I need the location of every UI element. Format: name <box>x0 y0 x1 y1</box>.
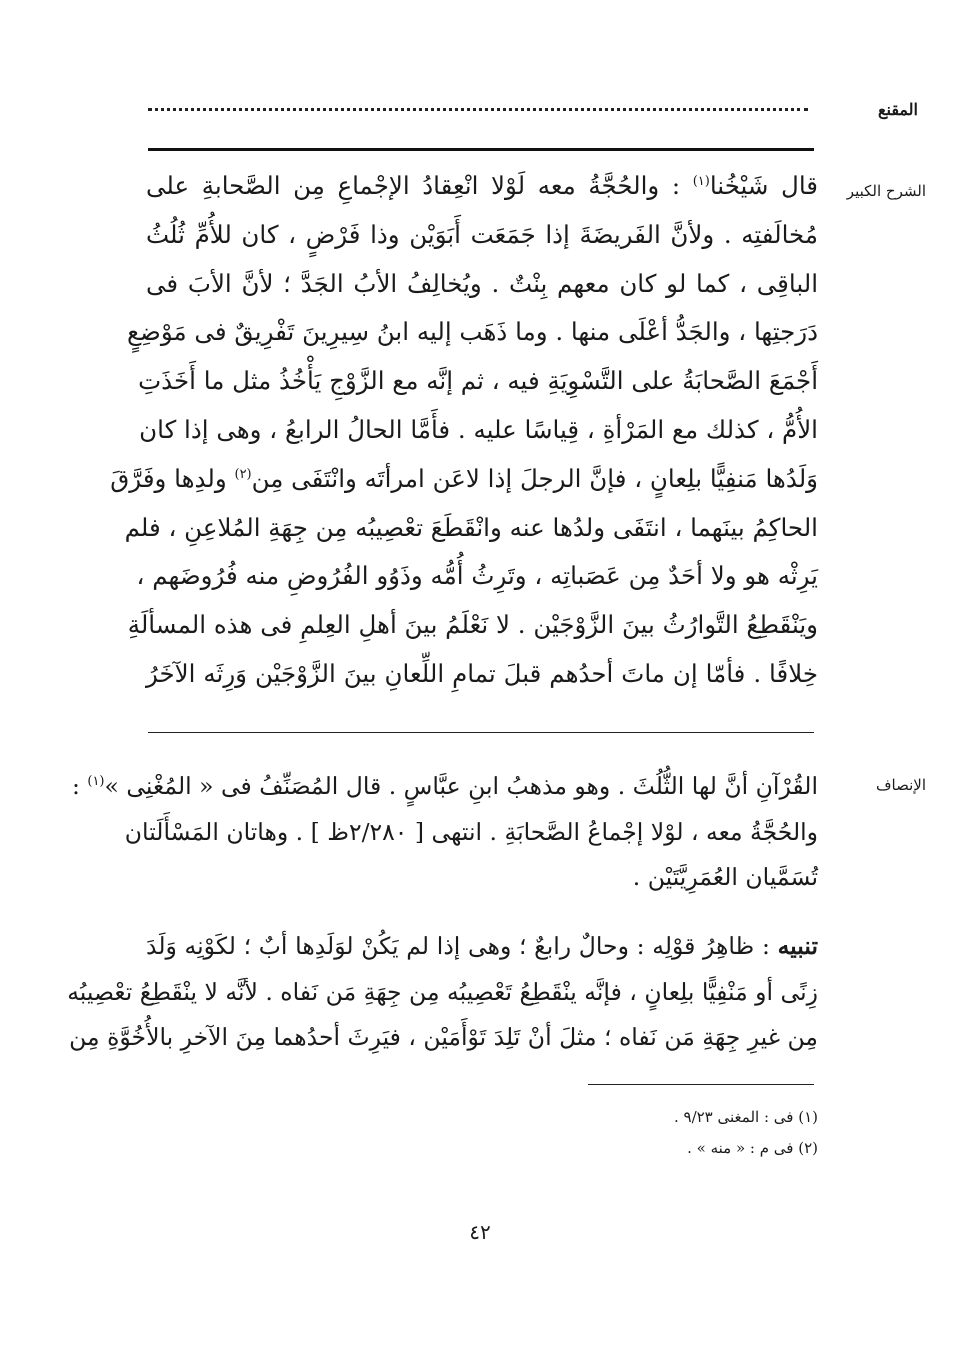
text-line: تنبيه : ظاهِرُ قوْلِه : وحالٌ رابعٌ ؛ وهى إذا لم يَكُنْ لوَلَدِها أبٌ ؛ لكَوْنِه وَلَدَ <box>146 932 818 960</box>
text-line: خِلافًا . فأمّا إن ماتَ أحدُهم قبلَ تمامِ اللِّعانِ بينَ الزَّوْجَيْن وَرِثَه الآخَرُ <box>146 658 818 688</box>
text-line: ويَنْقَطِعُ التَّوارُثُ بينَ الزَّوْجَيْن . لا نَعْلَمُ بينَ أهلِ العِلمِ فى هذه المسألَةِ <box>127 610 818 640</box>
footnote-ref: (٢) <box>234 466 252 482</box>
header-dotted-line <box>148 108 808 111</box>
text-line: الأُمُّ ، كذلك مع المَرْأةِ ، قِياسًا عليه . فأَمَّا الحالُ الرابعُ ، وهى إذا كان <box>139 414 818 444</box>
footnote-item: (١) فى : المغنى ٩/٢٣ . <box>673 1108 818 1126</box>
footnote-separator <box>588 1084 814 1085</box>
footnote-ref: (١) <box>692 173 710 189</box>
footnotes <box>398 1102 818 1164</box>
sharh-kabir-label: الشرح الكبير <box>846 182 926 200</box>
footnote-ref: (١) <box>87 774 105 790</box>
text-line: القُرْآنِ أنَّ لها الثُّلُثَ . وهو مذهبُ ابنِ عبَّاسٍ . قال المُصَنِّفُ فى « المُغْنِى »$^{(١)}$ : <box>71 772 818 800</box>
text-line: وَلَدُها مَنفِيًّا بلِعانٍ ، فإنَّ الرجلَ إذا لاعَن امرأتَه وانْتَفَى مِن$^{(٢)}$ ولدِها وفَرَّقَ <box>110 463 818 493</box>
footnote-item: (٢) فى م : « منه » . <box>687 1139 818 1157</box>
note-label: تنبيه <box>777 932 818 960</box>
text-line: قال شَيْخُنا$^{(١)}$ : والحُجَّةُ معه لَوْلا انْعِقادُ الإجْماعِ مِن الصَّحابةِ على <box>146 171 819 200</box>
section-separator <box>148 732 814 733</box>
text-line: مِن غيرِ جِهَةِ مَن نَفاه ؛ مثلَ أنْ تَلِدَ تَوْأَمَيْن ، فيَرِثَ أحدُهما مِنَ الآخرِ بالأُخُوَّةِ مِن <box>69 1023 818 1051</box>
text-line: والحُجَّةُ معه ، لوْلا إجْماعُ الصَّحابَةِ . انتهى [ ٢/٢٨٠ظ ] . وهاتان المَسْأَلَتان <box>124 817 818 846</box>
header-rule <box>148 148 814 151</box>
text-line: مُخالَفتِه . ولأنَّ الفَريضَةَ إذا جَمَعَت أَبَوَيْن وذا فَرْضٍ ، كان للأُمِّ ثُلُثُ <box>146 219 818 249</box>
text-line: يَرِثْه هو ولا أحَدٌ مِن عَصَباتِه ، وتَرِثُ أُمُّه وذَوُو الفُرُوضِ منه فُرُوضَهم ، <box>136 561 818 591</box>
text-line: تُسَمَّيان العُمَرِيَّتَيْن . <box>632 863 818 891</box>
page-number: ٤٢ <box>469 1220 491 1244</box>
text-line: الحاكِمُ بينَهما ، انتَفَى ولدُها عنه وانْقَطَعَ تعْصِيبُه مِن جِهَةِ المُلاعِنِ ، فلم <box>124 512 818 542</box>
insaf-label: الإنصاف <box>875 776 926 794</box>
tanbih-note <box>67 924 818 1061</box>
running-header-title: المقنع <box>877 100 918 119</box>
sharh-kabir-text <box>110 162 819 699</box>
text-line: دَرَجتِها ، والجَدُّ أعْلَى منها . وما ذَهَب إليه ابنُ سِيرِينَ تَفْرِيقٌ فى مَوْضِعٍ <box>126 317 818 347</box>
text-line: زِنًى أو مَنْفِيًّا بلِعانٍ ، فإنَّه ينْقَطِعُ تَعْصِيبُه مِن جِهَةِ مَن نَفاه . لأنَّه لا ينْقَطِعُ تعْصِيبُه <box>67 977 818 1006</box>
insaf-text <box>71 764 818 901</box>
text-line: أَجْمَعَ الصَّحابَةُ على التَّسْوِيَةِ فيه ، ثم إنَّه مع الزَّوْجِ يَأْخُذُ مثل ما أَخَذَتِ <box>138 366 818 396</box>
text-line: الباقِى ، كما لو كان معهم بِنْتٌ . ويُخالِفُ الأبُ الجَدَّ ؛ لأنَّ الأبَ فى <box>146 268 818 298</box>
